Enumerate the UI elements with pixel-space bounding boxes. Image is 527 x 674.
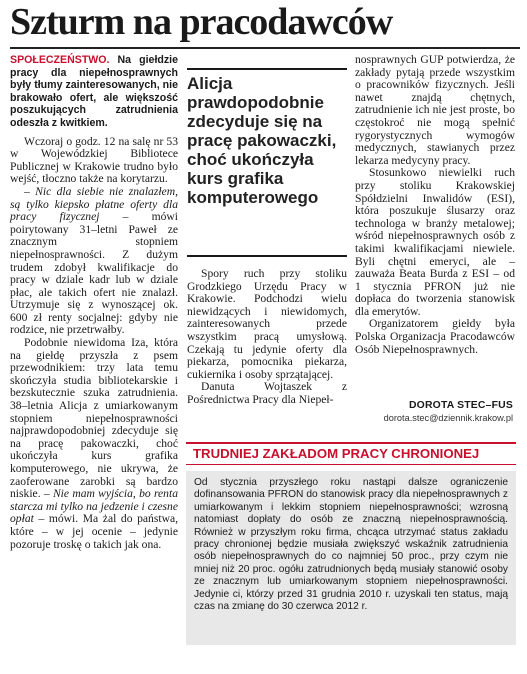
paragraph-text: Podobnie niewidoma Iza, która na giełdę przyszła z psem przewodnikiem: trzy lata temu skończyła studia bibliotekarskie i bezskutecznie szuka zatrudnienia. 38–letnia Alicja z umiarkowanym stopniem niepełnosprawności najprawdopodobniej zdecyduje się na pracę pakowaczki, choć ukończyła kurs grafika komputerowego, nie ukrywa, że zaoferowane zarobki są bardzo niskie. bbox=[10, 336, 178, 501]
paragraph: Wczoraj o godz. 12 na salę nr 53 w Wojewódzkiej Bibliotece Publicznej w Krakowie trudno było wejść, tłoczno także na korytarzu. bbox=[10, 134, 178, 186]
lead-text: Na giełdzie pracy dla niepełnosprawnych były tłumy zainteresowanych, nie brakowało ofert, ale większość poszukujących zatrudnienia odeszła z kwitkiem. bbox=[10, 54, 178, 129]
byline bbox=[355, 400, 513, 423]
article-lead bbox=[10, 54, 178, 130]
author-name: DOROTA STEC–FUS bbox=[408, 400, 513, 411]
paragraph: Organizatorem giełdy była Polska Organizacja Pracodawców Osób Niepełnosprawnych. bbox=[355, 317, 515, 356]
article-headline: Szturm na pracodawców bbox=[10, 1, 393, 43]
column-2 bbox=[187, 268, 347, 407]
pullquote-rule-bottom bbox=[187, 255, 347, 257]
paragraph: Stosunkowo niewielki ruch przy stoliku Krakowskiej Spółdzielni Inwalidów (ESI), która poszukuje ślusarzy oraz technologa w branży metalowej; wśród niepełnosprawnych osób z takimi kwalifikacjami niewiele. Byli chętni emeryci, ale – zauważa Beata Burda z ESI – od 1 stycznia PFRON już nie dopłaca do tworzenia stanowisk dla emerytów. bbox=[355, 166, 515, 318]
pullquote: Alicja prawdopodobnie zdecyduje się na pracę pakowaczki, choć ukończyła kurs grafika komputerowego bbox=[187, 74, 337, 207]
info-box bbox=[186, 442, 516, 655]
paragraph-text: – mówi. Ma żal do państwa, które – w jej ocenie – jedynie pozoruje troskę o takich jak ona. bbox=[10, 512, 178, 551]
column-1 bbox=[10, 54, 178, 551]
paragraph: Spory ruch przy stoliku Grodzkiego Urzędu Pracy w Krakowie. Podchodzi wielu niewidzących i niewidomych, zainteresowanych przede wszystkim pracą umysłową. Czekają tu jedynie oferty dla piekarza, pomocnika piekarza, cukiernika i osoby sprzątającej. bbox=[187, 267, 347, 381]
paragraph-text: – mówi poirytowany 31–letni Paweł ze znacznym stopniem niepełnosprawności. Z dużym trudem zdobył kwalifikacje do pracy w dziale kadr lub w dziale płac, ale takich ofert nie znalazł. Utrzymuje się z wynoszącej ok. 600 zł renty socjalnej: gdyby nie rodzice, nie przetrwałby. bbox=[10, 210, 178, 337]
section-tag: SPOŁECZEŃSTWO. bbox=[10, 54, 110, 66]
paragraph: Danuta Wojtaszek z Pośrednictwa Pracy dla Niepeł- bbox=[187, 380, 347, 406]
info-box-text: Od stycznia przyszłego roku nastąpi dalsze ograniczenie dofinansowania PFRON do stanowisk pracy dla niepełnosprawnych z umiarkowanym i lekkim stopniem niepełnosprawności; wzrosną natomiast dopłaty do osób ze znaczną niepełnosprawnością. Również w przyszłym roku firma, chcąca utrzymać status zakładu pracy chronionej będzie musiała zwiększyć wskaźnik zatrudnienia osób niepełnosprawnych do co najmniej 50 proc., przy czym nie mniej niż 20 proc. ogółu zatrudnionych będą musiały stanowić osoby ze znacznym lub umiarkowanym stopniem niepełnosprawności. Jedynie ci, którzy przed 31 grudnia 2010 r. uzyskali ten status, mają czas na zmianę do 30 czerwca 2012 r. bbox=[186, 471, 516, 645]
column-3 bbox=[355, 54, 515, 356]
quote: – Nic dla siebie nie znalazłem, są tylko kiepsko płatne oferty dla pracy fizycznej bbox=[10, 184, 178, 224]
paragraph bbox=[10, 337, 178, 551]
pullquote-rule-top bbox=[187, 68, 347, 70]
paragraph: nosprawnych GUP potwierdza, że zakłady pytają przede wszystkim o pracowników fizycznych. Jeśli nawet znajdą chętnych, zatrudnienie ich nie jest proste, bo częstokroć nie mogą spełnić rygorystycznych wymogów medycznych, stawianych przez lekarza medycyny pracy. bbox=[355, 53, 515, 167]
headline-rule bbox=[10, 47, 520, 49]
author-email[interactable]: dorota.stec@dziennik.krakow.pl bbox=[383, 413, 513, 423]
quote: – Nie mam wyjścia, bo renta starcza mi tylko na jedzenie i czesne opłat bbox=[10, 487, 178, 526]
info-box-title: TRUDNIEJ ZAKŁADOM PRACY CHRONIONEJ bbox=[186, 442, 516, 465]
paragraph bbox=[10, 186, 178, 337]
